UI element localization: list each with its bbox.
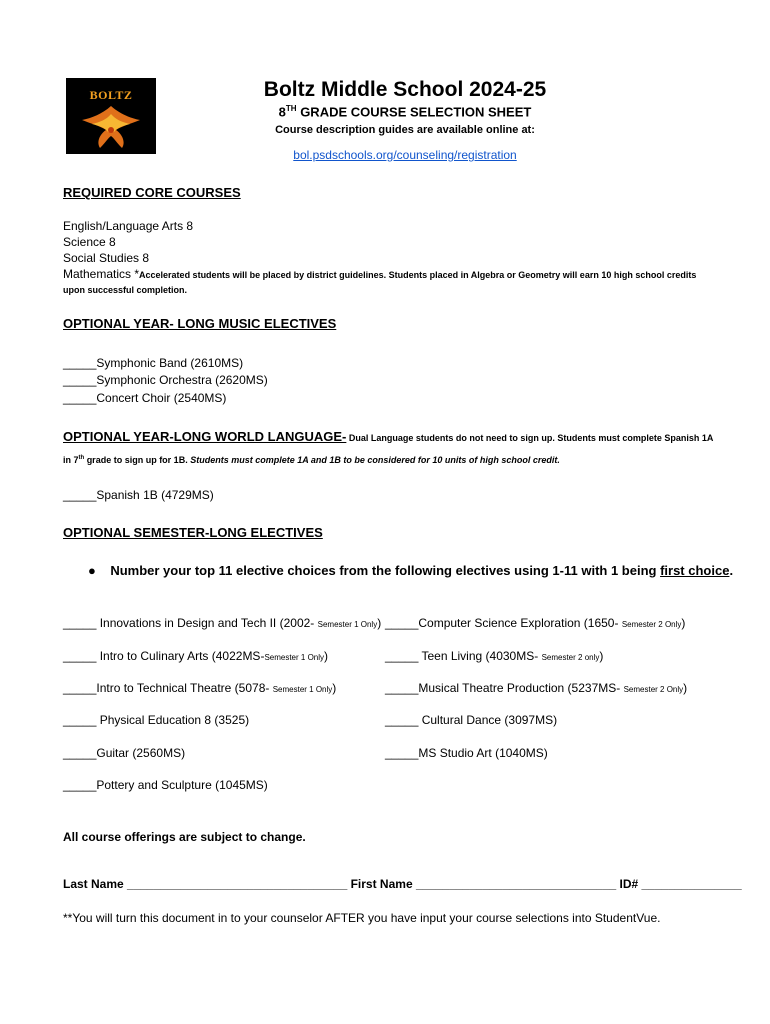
elective-end: ) (377, 616, 382, 630)
elective-name: _____Musical Theatre Production (5237MS- (385, 681, 624, 695)
elective-left (63, 649, 328, 663)
music-item: _____Symphonic Band (2610MS) (63, 356, 244, 370)
core-item: Social Studies 8 (63, 251, 150, 265)
music-item: _____Concert Choir (2540MS) (63, 391, 227, 405)
elective-right (385, 681, 687, 695)
core-item: English/Language Arts 8 (63, 219, 194, 233)
page-title: Boltz Middle School 2024-25 (263, 78, 547, 101)
guide-text: Course description guides are available online at: (275, 124, 535, 136)
elective-name: _____Intro to Technical Theatre (5078- (63, 681, 273, 695)
elective-left (63, 778, 268, 792)
change-notice: All course offerings are subject to change. (63, 830, 306, 844)
elective-name: _____Computer Science Exploration (1650- (385, 616, 622, 630)
elective-right (385, 649, 603, 663)
language-heading: OPTIONAL YEAR-LONG WORLD LANGUAGE- (63, 429, 347, 444)
elective-name: _____ Intro to Culinary Arts (4022MS- (63, 649, 265, 663)
elective-end: ) (332, 681, 337, 695)
instruction-emphasis: first choice (660, 563, 730, 578)
elective-term: Semester 1 Only (317, 620, 378, 629)
elective-left (63, 616, 381, 630)
math-note: Accelerated students will be placed by district guidelines. Students placed in Algebra or Geometry will earn 10 high school credits (139, 270, 697, 280)
subtitle-grade: 8 (278, 104, 286, 120)
elective-term: Semester 1 Only (264, 653, 325, 662)
math-line (63, 266, 743, 283)
elective-end: ) (599, 649, 604, 663)
elective-right (385, 616, 685, 630)
name-fields: Last Name _________________________________ First Name ______________________________ ID# _______________ (63, 877, 742, 891)
elective-name: _____ Cultural Dance (3097MS) (385, 713, 558, 727)
elective-term: Semester 2 only (541, 653, 600, 662)
subtitle-sup: TH (285, 104, 297, 113)
subtitle-text: GRADE COURSE SELECTION SHEET (296, 104, 532, 120)
elective-end: ) (324, 649, 329, 663)
language-note-sup: th (78, 455, 85, 461)
math-note-cont: upon successful completion. (63, 285, 188, 295)
phoenix-icon (78, 100, 144, 152)
elective-name: _____ Teen Living (4030MS- (385, 649, 542, 663)
language-note-cont (63, 450, 733, 468)
instruction-end: . (729, 563, 734, 578)
instruction-line (88, 563, 733, 578)
registration-link[interactable]: bol.psdschools.org/counseling/registration (293, 148, 517, 162)
language-note-a: in 7 (63, 455, 79, 465)
elective-right (385, 746, 548, 760)
turn-in-note: **You will turn this document in to your counselor AFTER you have input your course selections into StudentVue. (63, 911, 661, 925)
bullet-icon: ● (88, 563, 96, 578)
elective-name: _____ Physical Education 8 (3525) (63, 713, 250, 727)
language-note: Dual Language students do not need to sign up. Students must complete Spanish 1A (346, 433, 714, 443)
elective-name: _____ Innovations in Design and Tech II (2002- (63, 616, 318, 630)
elective-left (63, 713, 249, 727)
instruction-text: Number your top 11 elective choices from the following electives using 1-11 with 1 being (110, 563, 661, 578)
language-line (63, 429, 753, 446)
elective-left (63, 746, 185, 760)
elective-name: _____Guitar (2560MS) (63, 746, 186, 760)
elective-term: Semester 2 Only (621, 620, 682, 629)
language-note-c: Students must complete 1A and 1B to be considered for 10 units of high school credit. (190, 455, 560, 465)
elective-name: _____Pottery and Sculpture (1045MS) (63, 778, 268, 792)
music-item: _____Symphonic Orchestra (2620MS) (63, 373, 268, 387)
math-label: Mathematics * (63, 267, 140, 281)
elective-end: ) (683, 681, 688, 695)
elective-term: Semester 2 Only (623, 685, 684, 694)
logo-text: BOLTZ (89, 88, 133, 102)
language-item: _____Spanish 1B (4729MS) (63, 488, 214, 502)
semester-heading: OPTIONAL SEMESTER-LONG ELECTIVES (63, 525, 323, 540)
elective-term: Semester 1 Only (272, 685, 333, 694)
language-note-b: grade to sign up for 1B. (84, 455, 191, 465)
page-subtitle (160, 104, 650, 119)
elective-left (63, 681, 336, 695)
elective-right (385, 713, 557, 727)
school-logo (66, 78, 156, 154)
music-heading: OPTIONAL YEAR- LONG MUSIC ELECTIVES (63, 316, 337, 331)
core-item: Science 8 (63, 235, 116, 249)
core-heading: REQUIRED CORE COURSES (63, 185, 241, 200)
elective-name: _____MS Studio Art (1040MS) (385, 746, 548, 760)
elective-end: ) (681, 616, 686, 630)
